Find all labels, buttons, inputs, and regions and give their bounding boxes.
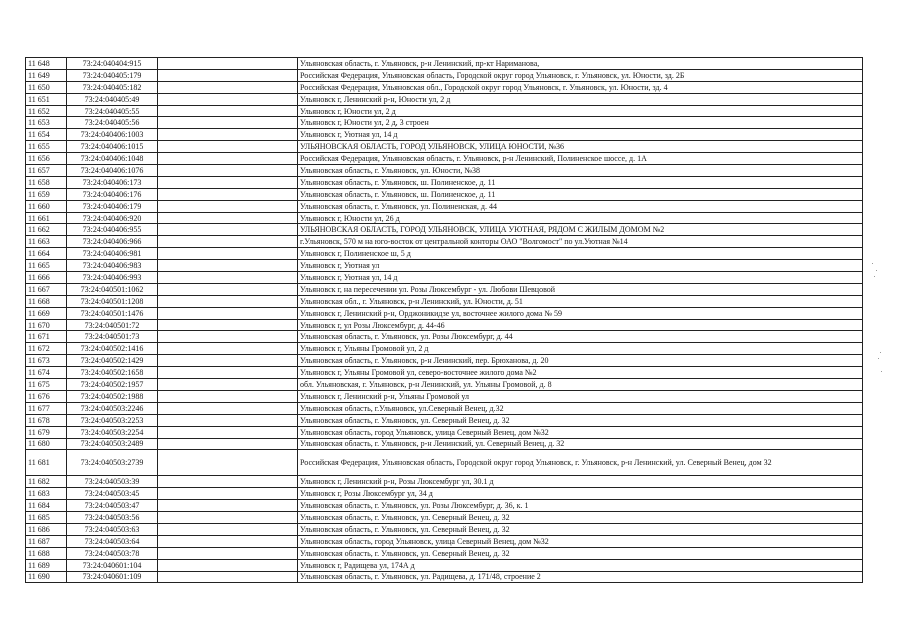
cadastral-number-cell: 73:24:040405:55	[67, 105, 158, 117]
empty-cell	[158, 224, 298, 236]
table-row	[26, 129, 863, 141]
address-cell: Ульяновская область, г. Ульяновск, р-н Ленинский, ул. Северный Венец, д. 32	[298, 438, 863, 450]
empty-cell	[158, 547, 298, 559]
row-number-cell: 11 653	[26, 117, 67, 129]
table-row	[26, 559, 863, 571]
table-row	[26, 105, 863, 117]
row-number-cell: 11 677	[26, 402, 67, 414]
address-cell: Российская Федерация, Ульяновская область, г. Ульяновск, р-н Ленинский, Полиненское шоссе, д. 1А	[298, 153, 863, 165]
table-row	[26, 343, 863, 355]
empty-cell	[158, 272, 298, 284]
row-number-cell: 11 665	[26, 260, 67, 272]
empty-cell	[158, 212, 298, 224]
table-row	[26, 547, 863, 559]
table-row	[26, 523, 863, 535]
table-row	[26, 165, 863, 177]
table-row	[26, 512, 863, 524]
address-cell: Ульяновская область, г. Ульяновск, ул. Полиненская, д. 44	[298, 200, 863, 212]
row-number-cell: 11 663	[26, 236, 67, 248]
address-cell: Ульяновская область, г. Ульяновск, р-н Ленинский, пр-кт Нариманова,	[298, 58, 863, 70]
empty-cell	[158, 390, 298, 402]
address-cell: Ульяновск г, ул Розы Люксембург, д. 44-46	[298, 319, 863, 331]
cadastral-number-cell: 73:24:040406:1076	[67, 165, 158, 177]
cadastral-number-cell: 73:24:040503:2246	[67, 402, 158, 414]
address-cell: Ульяновская область, г. Ульяновск, ш. Полиненское, д. 11	[298, 188, 863, 200]
cadastral-number-cell: 73:24:040501:1476	[67, 307, 158, 319]
empty-cell	[158, 58, 298, 70]
row-number-cell: 11 689	[26, 559, 67, 571]
address-cell: Ульяновск г, Уютная ул, 14 д	[298, 272, 863, 284]
cadastral-number-cell: 73:24:040503:2489	[67, 438, 158, 450]
row-number-cell: 11 664	[26, 248, 67, 260]
cadastral-number-cell: 73:24:040502:1988	[67, 390, 158, 402]
table-row	[26, 450, 863, 476]
registry-table-body	[26, 58, 863, 583]
cadastral-number-cell: 73:24:040502:1658	[67, 367, 158, 379]
address-cell: Ульяновск г, Полиненское ш, 5 д	[298, 248, 863, 260]
cadastral-number-cell: 73:24:040406:966	[67, 236, 158, 248]
address-cell: Российская Федерация, Ульяновская обл., Городской округ город Ульяновск, г. Ульяновск, ул. Юности, зд. 4	[298, 81, 863, 93]
address-cell: Ульяновск г, Юности ул, 2 д	[298, 105, 863, 117]
cadastral-number-cell: 73:24:040503:56	[67, 512, 158, 524]
address-cell: Ульяновск г, Юности ул, 26 д	[298, 212, 863, 224]
address-cell: УЛЬЯНОВСКАЯ ОБЛАСТЬ, ГОРОД УЛЬЯНОВСК, УЛИЦА УЮТНАЯ, РЯДОМ С ЖИЛЫМ ДОМОМ №2	[298, 224, 863, 236]
table-row	[26, 367, 863, 379]
row-number-cell: 11 671	[26, 331, 67, 343]
row-number-cell: 11 670	[26, 319, 67, 331]
cadastral-number-cell: 73:24:040406:176	[67, 188, 158, 200]
table-row	[26, 283, 863, 295]
row-number-cell: 11 650	[26, 81, 67, 93]
address-cell: Российская Федерация, Ульяновская область, Городской округ город Ульяновск, г. Ульяновск, ул. Юности, зд. 2Б	[298, 69, 863, 81]
address-cell: Ульяновская область, г. Ульяновск, ул. Северный Венец, д. 32	[298, 414, 863, 426]
address-cell: Ульяновская область, г. Ульяновск, ул. Юности, №38	[298, 165, 863, 177]
cadastral-number-cell: 73:24:040406:1048	[67, 153, 158, 165]
empty-cell	[158, 307, 298, 319]
row-number-cell: 11 651	[26, 93, 67, 105]
table-row	[26, 571, 863, 583]
row-number-cell: 11 648	[26, 58, 67, 70]
empty-cell	[158, 165, 298, 177]
row-number-cell: 11 658	[26, 176, 67, 188]
address-cell: Ульяновская область, г. Ульяновск, ш. Полиненское, д. 11	[298, 176, 863, 188]
empty-cell	[158, 129, 298, 141]
cadastral-number-cell: 73:24:040406:993	[67, 272, 158, 284]
empty-cell	[158, 571, 298, 583]
row-number-cell: 11 674	[26, 367, 67, 379]
row-number-cell: 11 669	[26, 307, 67, 319]
address-cell: Ульяновская обл., г. Ульяновск, р-н Ленинский, ул. Юности, д. 51	[298, 295, 863, 307]
cadastral-number-cell: 73:24:040503:39	[67, 476, 158, 488]
address-cell: Ульяновск г, на пересечении ул. Розы Люксембург - ул. Любови Шевцовой	[298, 283, 863, 295]
row-number-cell: 11 684	[26, 500, 67, 512]
row-number-cell: 11 681	[26, 450, 67, 476]
row-number-cell: 11 673	[26, 355, 67, 367]
table-row	[26, 224, 863, 236]
cadastral-number-cell: 73:24:040503:64	[67, 535, 158, 547]
row-number-cell: 11 683	[26, 488, 67, 500]
address-cell: Ульяновск г, Юности ул, 2 д, 3 строен	[298, 117, 863, 129]
address-cell: Ульяновская область, г. Ульяновск, ул. Радищева, д. 171/48, строение 2	[298, 571, 863, 583]
scan-speck	[874, 276, 875, 277]
empty-cell	[158, 402, 298, 414]
empty-cell	[158, 283, 298, 295]
cadastral-number-cell: 73:24:040406:955	[67, 224, 158, 236]
table-row	[26, 117, 863, 129]
empty-cell	[158, 355, 298, 367]
table-row	[26, 500, 863, 512]
address-cell: г.Ульяновск, 570 м на юго-восток от центральной конторы ОАО "Волгомост" по ул.Уютная №14	[298, 236, 863, 248]
table-row	[26, 307, 863, 319]
scan-speck	[881, 371, 882, 372]
address-cell: Ульяновская область, г. Ульяновск, ул. Северный Венец, д. 32	[298, 547, 863, 559]
table-row	[26, 93, 863, 105]
empty-cell	[158, 81, 298, 93]
cadastral-number-cell: 73:24:040503:2739	[67, 450, 158, 476]
address-cell: Ульяновская область, г. Ульяновск, р-н Ленинский, пер. Брюханова, д. 20	[298, 355, 863, 367]
row-number-cell: 11 659	[26, 188, 67, 200]
empty-cell	[158, 295, 298, 307]
empty-cell	[158, 69, 298, 81]
address-cell: Ульяновская область, город Ульяновск, улица Северный Венец, дом №32	[298, 426, 863, 438]
cadastral-number-cell: 73:24:040503:78	[67, 547, 158, 559]
row-number-cell: 11 654	[26, 129, 67, 141]
table-row	[26, 176, 863, 188]
empty-cell	[158, 188, 298, 200]
row-number-cell: 11 672	[26, 343, 67, 355]
empty-cell	[158, 500, 298, 512]
row-number-cell: 11 668	[26, 295, 67, 307]
address-cell: Ульяновск г, Радищева ул, 174А д	[298, 559, 863, 571]
empty-cell	[158, 236, 298, 248]
row-number-cell: 11 652	[26, 105, 67, 117]
scan-speck	[876, 270, 877, 271]
table-row	[26, 355, 863, 367]
table-row	[26, 248, 863, 260]
address-cell: Ульяновск г, Розы Люксембург ул, 34 д	[298, 488, 863, 500]
address-cell: Ульяновск г, Ленинский р-н, Розы Люксембург ул, 30.1 д	[298, 476, 863, 488]
address-cell: Ульяновская область, г.Ульяновск, ул.Северный Венец, д.32	[298, 402, 863, 414]
empty-cell	[158, 559, 298, 571]
row-number-cell: 11 666	[26, 272, 67, 284]
row-number-cell: 11 667	[26, 283, 67, 295]
empty-cell	[158, 426, 298, 438]
scan-speck	[878, 358, 879, 359]
cadastral-number-cell: 73:24:040503:2254	[67, 426, 158, 438]
scan-speck	[872, 263, 873, 264]
address-cell: Ульяновск г, Ульяны Громовой ул, северо-восточнее жилого дома №2	[298, 367, 863, 379]
cadastral-number-cell: 73:24:040501:1208	[67, 295, 158, 307]
row-number-cell: 11 682	[26, 476, 67, 488]
row-number-cell: 11 688	[26, 547, 67, 559]
empty-cell	[158, 438, 298, 450]
table-row	[26, 212, 863, 224]
row-number-cell: 11 657	[26, 165, 67, 177]
table-row	[26, 414, 863, 426]
row-number-cell: 11 656	[26, 153, 67, 165]
table-row	[26, 476, 863, 488]
empty-cell	[158, 153, 298, 165]
cadastral-number-cell: 73:24:040503:47	[67, 500, 158, 512]
table-row	[26, 141, 863, 153]
cadastral-number-cell: 73:24:040405:182	[67, 81, 158, 93]
table-row	[26, 535, 863, 547]
table-row	[26, 272, 863, 284]
row-number-cell: 11 675	[26, 379, 67, 391]
table-row	[26, 188, 863, 200]
cadastral-number-cell: 73:24:040501:1062	[67, 283, 158, 295]
empty-cell	[158, 117, 298, 129]
cadastral-number-cell: 73:24:040406:1003	[67, 129, 158, 141]
table-row	[26, 331, 863, 343]
cadastral-number-cell: 73:24:040601:109	[67, 571, 158, 583]
cadastral-number-cell: 73:24:040406:1015	[67, 141, 158, 153]
cadastral-number-cell: 73:24:040406:920	[67, 212, 158, 224]
empty-cell	[158, 200, 298, 212]
empty-cell	[158, 260, 298, 272]
empty-cell	[158, 93, 298, 105]
row-number-cell: 11 649	[26, 69, 67, 81]
table-row	[26, 426, 863, 438]
table-row	[26, 295, 863, 307]
row-number-cell: 11 662	[26, 224, 67, 236]
empty-cell	[158, 248, 298, 260]
scan-speck	[880, 352, 881, 353]
row-number-cell: 11 690	[26, 571, 67, 583]
cadastral-number-cell: 73:24:040406:981	[67, 248, 158, 260]
table-row	[26, 260, 863, 272]
address-cell: Ульяновск г, Ленинский р-н, Ульяны Громовой ул	[298, 390, 863, 402]
row-number-cell: 11 660	[26, 200, 67, 212]
table-row	[26, 58, 863, 70]
cadastral-number-cell: 73:24:040503:2253	[67, 414, 158, 426]
empty-cell	[158, 319, 298, 331]
cadastral-number-cell: 73:24:040404:915	[67, 58, 158, 70]
empty-cell	[158, 450, 298, 476]
cadastral-number-cell: 73:24:040503:45	[67, 488, 158, 500]
table-row	[26, 488, 863, 500]
row-number-cell: 11 678	[26, 414, 67, 426]
row-number-cell: 11 685	[26, 512, 67, 524]
empty-cell	[158, 367, 298, 379]
cadastral-number-cell: 73:24:040406:983	[67, 260, 158, 272]
registry-table	[25, 57, 863, 583]
cadastral-number-cell: 73:24:040501:72	[67, 319, 158, 331]
empty-cell	[158, 476, 298, 488]
empty-cell	[158, 343, 298, 355]
address-cell: Российская Федерация, Ульяновская область, Городской округ город Ульяновск, г. Ульяновск, р-н Ленинский, ул. Северный Венец, дом 32	[298, 450, 863, 476]
empty-cell	[158, 105, 298, 117]
address-cell: Ульяновск г, Ленинский р-н, Юности ул, 2 д	[298, 93, 863, 105]
table-row	[26, 379, 863, 391]
address-cell: Ульяновск г, Ульяны Громовой ул, 2 д	[298, 343, 863, 355]
table-row	[26, 319, 863, 331]
cadastral-number-cell: 73:24:040406:179	[67, 200, 158, 212]
cadastral-number-cell: 73:24:040405:56	[67, 117, 158, 129]
cadastral-number-cell: 73:24:040405:49	[67, 93, 158, 105]
address-cell: Ульяновск г, Уютная ул, 14 д	[298, 129, 863, 141]
row-number-cell: 11 686	[26, 523, 67, 535]
empty-cell	[158, 379, 298, 391]
row-number-cell: 11 680	[26, 438, 67, 450]
row-number-cell: 11 676	[26, 390, 67, 402]
cadastral-number-cell: 73:24:040502:1416	[67, 343, 158, 355]
row-number-cell: 11 679	[26, 426, 67, 438]
address-cell: Ульяновская область, г. Ульяновск, ул. Северный Венец, д. 32	[298, 512, 863, 524]
address-cell: Ульяновская область, г. Ульяновск, ул. Северный Венец, д. 32	[298, 523, 863, 535]
empty-cell	[158, 141, 298, 153]
table-row	[26, 390, 863, 402]
address-cell: Ульяновская область, г. Ульяновск, ул. Розы Люксембург, д. 36, к. 1	[298, 500, 863, 512]
row-number-cell: 11 687	[26, 535, 67, 547]
table-row	[26, 236, 863, 248]
empty-cell	[158, 331, 298, 343]
empty-cell	[158, 523, 298, 535]
cadastral-number-cell: 73:24:040501:73	[67, 331, 158, 343]
empty-cell	[158, 176, 298, 188]
table-row	[26, 81, 863, 93]
cadastral-number-cell: 73:24:040406:173	[67, 176, 158, 188]
address-cell: Ульяновская область, город Ульяновск, улица Северный Венец, дом №32	[298, 535, 863, 547]
empty-cell	[158, 512, 298, 524]
address-cell: УЛЬЯНОВСКАЯ ОБЛАСТЬ, ГОРОД УЛЬЯНОВСК, УЛИЦА ЮНОСТИ, №36	[298, 141, 863, 153]
address-cell: Ульяновск г, Уютная ул	[298, 260, 863, 272]
cadastral-number-cell: 73:24:040502:1957	[67, 379, 158, 391]
row-number-cell: 11 655	[26, 141, 67, 153]
address-cell: Ульяновская область, г. Ульяновск, ул. Розы Люксембург, д. 44	[298, 331, 863, 343]
table-row	[26, 153, 863, 165]
row-number-cell: 11 661	[26, 212, 67, 224]
table-row	[26, 438, 863, 450]
cadastral-number-cell: 73:24:040502:1429	[67, 355, 158, 367]
empty-cell	[158, 488, 298, 500]
cadastral-number-cell: 73:24:040601:104	[67, 559, 158, 571]
address-cell: обл. Ульяновская, г. Ульяновск, р-н Ленинский, ул. Ульяны Громовой, д. 8	[298, 379, 863, 391]
empty-cell	[158, 414, 298, 426]
cadastral-number-cell: 73:24:040405:179	[67, 69, 158, 81]
empty-cell	[158, 535, 298, 547]
table-row	[26, 200, 863, 212]
address-cell: Ульяновск г, Ленинский р-н, Орджоникидзе ул, восточнее жилого дома № 59	[298, 307, 863, 319]
cadastral-number-cell: 73:24:040503:63	[67, 523, 158, 535]
table-row	[26, 402, 863, 414]
table-row	[26, 69, 863, 81]
